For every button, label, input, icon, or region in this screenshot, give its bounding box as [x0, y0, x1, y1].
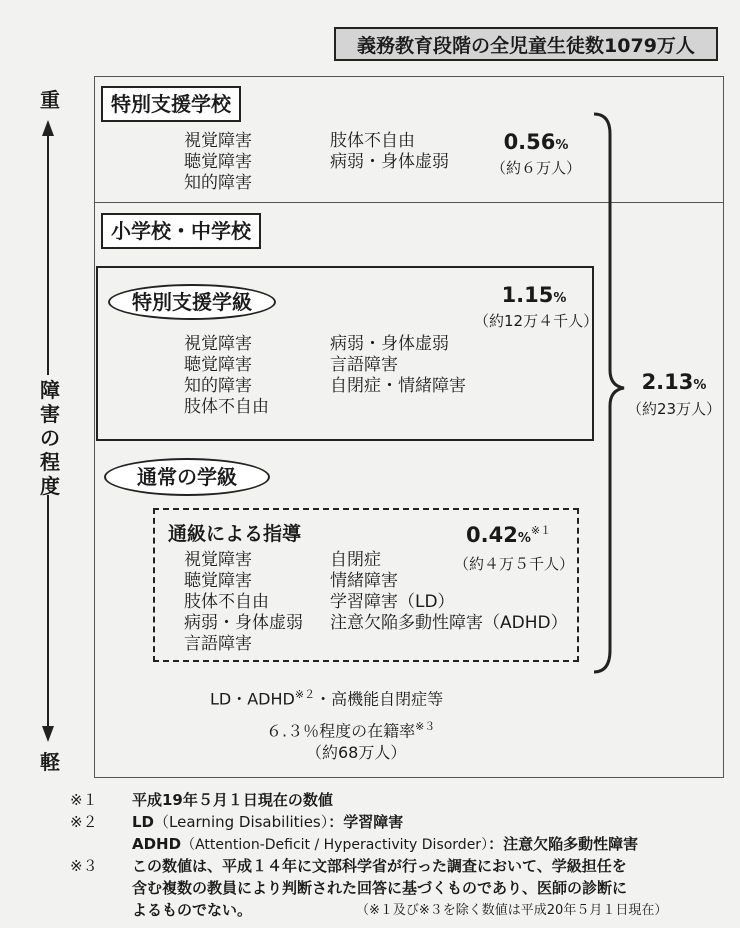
scale-heavy-label: 重 [40, 88, 60, 112]
disability-item: 自閉症 [330, 550, 381, 570]
note-mark: ※１ [70, 791, 98, 809]
total-brace [590, 110, 630, 680]
disability-item: 病弱・身体虚弱 [330, 334, 449, 354]
percent-value: 2.13 [641, 370, 694, 394]
total-percent [620, 370, 728, 394]
note-1 [70, 789, 333, 811]
note-text: LD [132, 813, 155, 831]
disability-item: 聴覚障害 [184, 571, 252, 591]
total-students-title: 義務教育段階の全児童生徒数1079万人 [334, 27, 718, 61]
disability-item: 肢体不自由 [330, 131, 415, 151]
note-text: ：注意欠陥多動性障害 [488, 835, 639, 853]
note-text: よるものでない。 [132, 901, 253, 919]
resource-room-percent [466, 522, 576, 547]
percent-value: 1.15 [501, 283, 554, 307]
note-text: この数値は、平成１４年に文部科学省が行った調査において、学級担任を [132, 857, 627, 875]
enrollment-rate-line [266, 718, 435, 741]
note-2 [70, 811, 403, 833]
note-text: ：学習障害 [328, 813, 404, 831]
note-3 [70, 855, 627, 877]
disability-item: 情緒障害 [330, 571, 398, 591]
disability-item: 自閉症・情緒障害 [330, 376, 466, 396]
percent-value: 0.42 [466, 523, 518, 547]
special-school-label: 特別支援学校 [101, 86, 241, 122]
note-mark: ※２ [70, 813, 98, 831]
disability-item: 言語障害 [330, 355, 398, 375]
note-mark: ※３ [70, 857, 98, 875]
special-school-percent [484, 130, 588, 154]
disability-item: 肢体不自由 [184, 592, 269, 612]
disability-item: 言語障害 [184, 634, 252, 654]
note-2-adhd [132, 833, 638, 856]
resource-room-disabilities-col2 [330, 550, 568, 634]
enrollment-count: （約68万人） [306, 743, 407, 762]
degree-char: 程 [40, 450, 60, 474]
special-class-percent [474, 283, 594, 307]
note-text: （Attention-Deficit / Hyperactivity Disorder） [181, 837, 489, 853]
note-text: 平成19年５月１日現在の数値 [132, 791, 333, 809]
disability-item: 知的障害 [184, 173, 252, 193]
disability-item: 学習障害（LD） [330, 592, 455, 612]
resource-room-label: 通級による指導 [168, 523, 302, 545]
ld-adhd-text: ・高機能自閉症等 [315, 689, 444, 709]
degree-char: 障 [40, 378, 60, 402]
regular-class-label: 通常の学級 [104, 458, 270, 496]
special-class-disabilities-col1 [184, 334, 269, 418]
disability-item: 視覚障害 [184, 550, 252, 570]
resource-room-count: （約４万５千人） [453, 555, 574, 573]
disability-item: 病弱・身体虚弱 [330, 152, 449, 172]
note-text: 含む複数の教員により判断された回答に基づくものであり、医師の診断に [132, 879, 628, 897]
arrow-head-up [42, 120, 54, 136]
note-3-line3 [132, 899, 252, 921]
enrollment-rate-text: ６.３％程度の在籍率 [266, 721, 416, 741]
disability-item: 注意欠陥多動性障害（ADHD） [330, 613, 568, 633]
resource-room-disabilities-col1 [184, 550, 303, 655]
degree-char: 度 [40, 474, 60, 498]
disability-item: 視覚障害 [184, 334, 252, 354]
disability-item: 視覚障害 [184, 131, 252, 151]
footnote-mark: ※１ [530, 524, 552, 537]
ld-adhd-line [210, 686, 443, 709]
note-text: （Learning Disabilities） [154, 813, 329, 831]
note-text: ADHD [132, 835, 182, 853]
special-class-disabilities-col2 [330, 334, 466, 397]
note-3-aside: （※１及び※３を除く数値は平成20年５月１日現在） [356, 903, 668, 918]
percent-unit: % [553, 291, 567, 306]
disability-item: 病弱・身体虚弱 [184, 613, 303, 633]
special-class-label: 特別支援学級 [108, 284, 276, 320]
scale-light-label: 軽 [40, 750, 60, 774]
percent-unit: % [693, 378, 707, 393]
school-label: 小学校・中学校 [101, 213, 261, 249]
disability-item: 知的障害 [184, 376, 252, 396]
arrow-head-down [42, 726, 54, 742]
note-3-line2 [132, 877, 627, 899]
ld-adhd-text: LD・ADHD [210, 689, 295, 709]
percent-value: 0.56 [503, 130, 556, 154]
footnote-mark: ※３ [415, 720, 436, 733]
special-school-count: （約６万人） [490, 159, 581, 177]
footnote-mark: ※２ [294, 688, 316, 701]
disability-item: 聴覚障害 [184, 355, 252, 375]
disability-item: 聴覚障害 [184, 152, 252, 172]
special-school-disabilities-col1 [184, 131, 252, 194]
total-count: （約23万人） [626, 400, 722, 418]
severity-degree-label [38, 378, 62, 498]
special-class-count: （約12万４千人） [474, 312, 599, 330]
degree-char: の [40, 426, 60, 450]
degree-char: 害 [40, 402, 60, 426]
special-school-disabilities-col2 [330, 131, 449, 173]
percent-unit: % [555, 138, 569, 153]
percent-unit: % [517, 531, 531, 546]
disability-item: 肢体不自由 [184, 397, 269, 417]
